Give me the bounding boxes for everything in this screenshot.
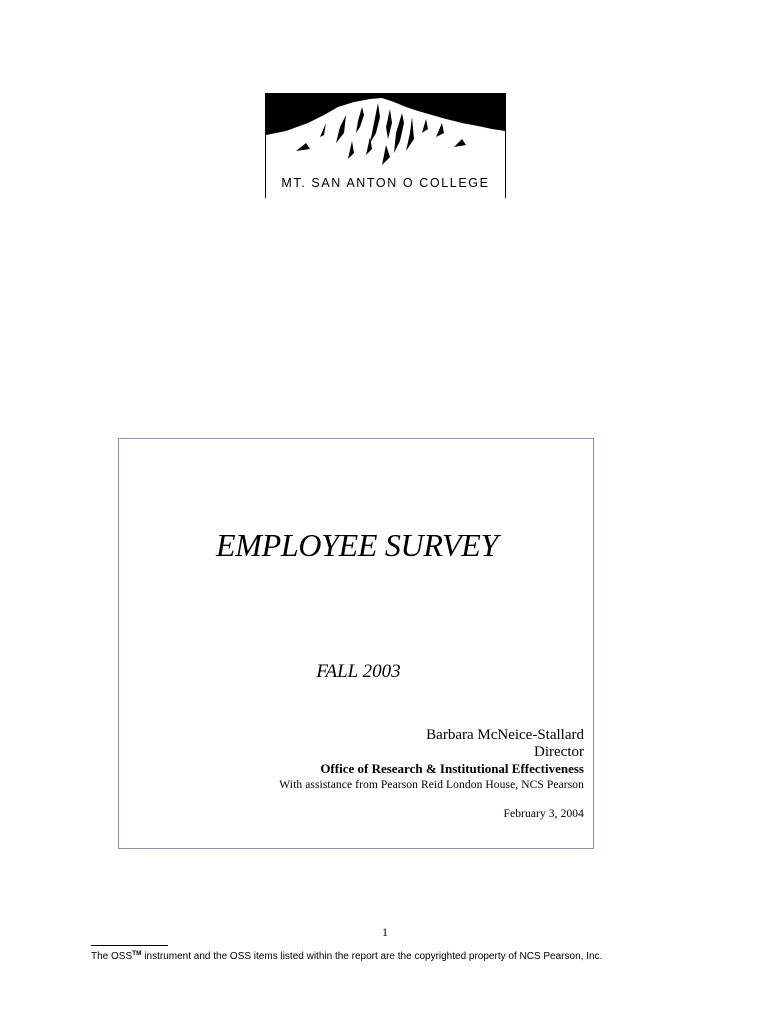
footnote [91,950,602,962]
assistance-note: With assistance from Pearson Reid London House, NCS Pearson [279,779,584,791]
footnote-rule [91,945,168,946]
trademark-mark: TM [132,950,142,957]
cover-frame [118,438,594,849]
report-title: EMPLOYEE SURVEY [215,527,499,563]
report-date: February 3, 2004 [503,808,584,820]
footnote-text: instrument and the OSS items listed within the report are the copyrighted property of NCS Pearson, Inc. [141,951,603,962]
logo-caption: MT. SAN ANTON O COLLEGE [281,176,490,190]
author-name: Barbara McNeice-Stallard [426,727,584,743]
page-number: 1 [382,925,388,939]
footnote-lead: The OSS [91,951,133,962]
report-subtitle: FALL 2003 [316,661,401,682]
author-role: Director [534,744,584,760]
mountain-graphic [266,93,505,173]
college-logo [265,93,506,198]
office-name: Office of Research & Institutional Effectiveness [320,761,584,776]
